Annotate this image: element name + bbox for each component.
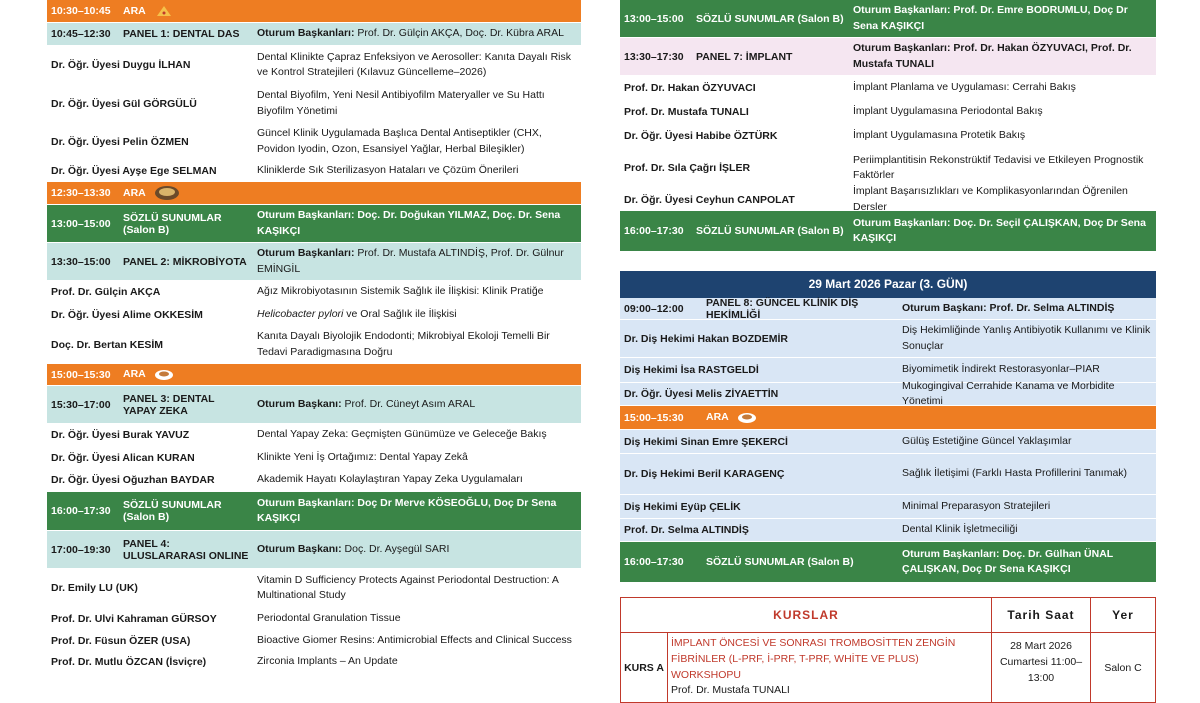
session-detail: [253, 161, 581, 180]
chair-label: Oturum Başkanları: Doç. Dr. Gülhan ÜNAL ÇALIŞKAN, Doç Dr Sena KAŞIKÇI: [902, 547, 1114, 575]
chair-label: Oturum Başkanları: Doç. Dr. Seçil ÇALIŞKAN, Doç Dr Sena KAŞIKÇI: [853, 216, 1146, 244]
courses-table: [620, 597, 1156, 703]
courses-header: KURSLAR: [621, 598, 992, 633]
session-label: PANEL 4: ULUSLARARASI ONLINE: [123, 537, 249, 562]
speaker-name: Prof. Dr. Selma ALTINDİŞ: [624, 524, 749, 536]
talk-title: Mukogingival Cerrahide Kanama ve Morbidite Yönetimi: [902, 379, 1115, 407]
talk-title: ve Oral Sağlık ile İlişkisi: [343, 307, 457, 320]
talk-title: Doç. Dr. Ayşegül SARI: [341, 542, 450, 555]
session-detail: [849, 151, 1156, 185]
session-detail: [849, 102, 1156, 121]
speaker-name: Prof. Dr. Füsun ÖZER (USA): [51, 634, 191, 647]
session-detail: [898, 321, 1156, 355]
course-label: KURS A: [621, 633, 668, 703]
day2-schedule-right: [620, 0, 1156, 583]
schedule-row: [47, 424, 581, 447]
talk-title: İmplant Başarısızlıkları ve Komplikasyonlarından Öğrenilen Dersler: [853, 185, 1128, 213]
course-time: Cumartesi 11:00–13:00: [999, 655, 1083, 684]
talk-title: Periodontal Granulation Tissue: [257, 611, 401, 624]
speaker-name: Doç. Dr. Bertan KESİM: [51, 338, 164, 351]
session-detail: [253, 282, 581, 301]
session-detail: [253, 631, 581, 650]
speaker-name: Dr. Diş Hekimi Beril KARAGENÇ: [624, 468, 785, 480]
talk-title: Kanıta Dayalı Biyolojik Endodonti; Mikrobiyal Ekoloji Temelli Bir Tedavi Paradigmasına Doğru: [257, 330, 550, 358]
speaker-name: Dr. Öğr. Üyesi Gül GÖRGÜLÜ: [51, 97, 197, 110]
course-place: Salon C: [1091, 633, 1156, 703]
break-label: ARA: [123, 368, 146, 381]
break-label: ARA: [123, 4, 146, 17]
session-detail: [849, 39, 1156, 73]
session-time: 15:30–17:00: [51, 398, 111, 411]
speaker-name: Dr. Öğr. Üyesi Duygu İLHAN: [51, 59, 191, 71]
chair-label: Oturum Başkanı:: [257, 397, 342, 410]
speaker-name: Prof. Dr. Mutlu ÖZCAN (İsviçre): [51, 655, 207, 668]
session-time: 15:00–15:30: [51, 368, 111, 381]
session-detail: [253, 48, 581, 82]
schedule-row: [47, 364, 581, 386]
schedule-row: [47, 469, 581, 492]
speaker-name: Dr. Emily LU (UK): [51, 582, 138, 594]
session-detail: [849, 1, 1156, 35]
session-label: PANEL 7: İMPLANT: [696, 50, 793, 63]
speaker-name: Dr. Diş Hekimi Hakan BOZDEMİR: [624, 332, 788, 345]
schedule-row: [47, 243, 581, 281]
session-label: PANEL 8: GÜNCEL KLİNİK DİŞ HEKİMLİĞİ: [706, 296, 859, 321]
meal-icon: [146, 187, 180, 199]
right-bottom-sessions: [620, 298, 1156, 583]
session-detail: [849, 78, 1156, 97]
speaker-name: Diş Hekimi İsa RASTGELDİ: [624, 364, 759, 376]
talk-title: Vitamin D Sufficiency Protects Against Periodontal Destruction: A Multinational Study: [257, 573, 559, 601]
schedule-row: [47, 123, 581, 161]
schedule-row: [620, 430, 1156, 454]
coffee-icon: [729, 411, 757, 423]
schedule-row: [47, 531, 581, 569]
session-label: PANEL 3: DENTAL YAPAY ZEKA: [123, 392, 215, 417]
talk-title: İmplant Planlama ve Uygulaması: Cerrahi Bakış: [853, 80, 1076, 93]
session-detail: [253, 470, 581, 489]
schedule-row: [620, 454, 1156, 495]
session-time: 12:30–13:30: [51, 187, 111, 199]
talk-title: Biyomimetik İndirekt Restorasyonlar–PIAR: [902, 363, 1100, 376]
schedule-row: [47, 85, 581, 123]
talk-title: Kliniklerde Sık Sterilizasyon Hataları ve Çözüm Önerileri: [257, 164, 519, 177]
session-time: 13:00–15:00: [624, 12, 684, 25]
talk-title: Güncel Klinik Uygulamada Başlıca Dental Antiseptikler (CHX, Povidon Iyodin, Ozon, Esansiyel Yağlar, Herbal Bileşikler): [257, 127, 542, 155]
talk-title: İmplant Uygulamasına Protetik Bakış: [853, 128, 1026, 141]
session-detail: [253, 609, 581, 628]
session-label: SÖZLÜ SUNUMLAR (Salon B): [706, 556, 854, 568]
break-label: ARA: [123, 186, 146, 199]
session-time: 13:00–15:00: [51, 217, 111, 230]
schedule-row: [620, 320, 1156, 358]
session-detail: [898, 545, 1156, 579]
speaker-name: Prof. Dr. Gülçin AKÇA: [51, 286, 161, 298]
session-time: 13:30–17:30: [624, 50, 684, 63]
talk-title: Sağlık İletişimi (Farklı Hasta Profillerini Tanımak): [902, 467, 1128, 480]
session-detail: [253, 395, 581, 414]
schedule-row: [47, 0, 581, 23]
schedule-row: [620, 495, 1156, 519]
schedule-row: [47, 46, 581, 85]
speaker-name: Dr. Öğr. Üyesi Ayşe Ege SELMAN: [51, 165, 217, 177]
speaker-name: Diş Hekimi Eyüp ÇELİK: [624, 500, 741, 513]
date-header: Tarih Saat: [992, 598, 1091, 633]
speaker-name: Dr. Öğr. Üyesi Melis ZİYAETTİN: [624, 388, 779, 400]
chair-label: Oturum Başkanları:: [257, 27, 355, 40]
schedule-row: [47, 281, 581, 304]
session-detail: [849, 214, 1156, 248]
talk-title: Klinikte Yeni İş Ortağımız: Dental Yapay Zekâ: [257, 450, 468, 463]
speaker-name: Prof. Dr. Hakan ÖZYUVACI: [624, 81, 756, 94]
speaker-name: Dr. Öğr. Üyesi Burak YAVUZ: [51, 429, 190, 441]
session-detail: [253, 244, 581, 278]
schedule-row: [47, 161, 581, 182]
talk-title: Dental Klinik İşletmeciliği: [902, 523, 1018, 536]
chair-label: Oturum Başkanları:: [257, 247, 355, 260]
schedule-row: [620, 76, 1156, 100]
schedule-row: [620, 542, 1156, 583]
talk-title: İmplant Uygulamasına Periodontal Bakış: [853, 104, 1043, 117]
talk-title: Prof. Dr. Gülçin AKÇA, Doç. Dr. Kübra ARAL: [354, 27, 564, 40]
session-detail: [253, 540, 581, 559]
schedule-row: [47, 652, 581, 672]
talk-title: Dental Yapay Zeka: Geçmişten Günümüze ve Geleceğe Bakış: [257, 428, 547, 441]
session-time: 17:00–19:30: [51, 543, 111, 556]
session-label: PANEL 2: MİKROBİYOTA: [123, 255, 247, 268]
session-time: 16:00–17:30: [51, 505, 111, 517]
schedule-row: [620, 298, 1156, 320]
right-top-sessions: [620, 0, 1156, 252]
schedule-row: [47, 304, 581, 326]
course-title: İMPLANT ÖNCESİ VE SONRASI TROMBOSİTTEN ZENGİN FİBRİNLER (L-PRF, İ-PRF, T-PRF, WHİTE VE PLUS) WORKSHOPU: [671, 637, 956, 681]
session-time: 15:00–15:30: [624, 411, 684, 424]
speaker-name: Prof. Dr. Ulvi Kahraman GÜRSOY: [51, 612, 217, 625]
day3-title: 29 Mart 2026 Pazar (3. GÜN): [620, 271, 1156, 298]
chair-label: Oturum Başkanı: Prof. Dr. Selma ALTINDİŞ: [902, 301, 1115, 314]
speaker-name: Dr. Öğr. Üyesi Alime OKKESİM: [51, 308, 203, 321]
session-detail: [253, 652, 581, 671]
speaker-name: Prof. Dr. Mustafa TUNALI: [624, 105, 749, 118]
course-instructor: Prof. Dr. Mustafa TUNALI: [671, 684, 790, 697]
schedule-row: [47, 492, 581, 531]
place-header: Yer: [1091, 598, 1156, 633]
session-label: SÖZLÜ SUNUMLAR (Salon B): [123, 211, 222, 236]
session-detail: [898, 464, 1156, 483]
talk-title: Dental Biyofilm, Yeni Nesil Antibiyofilm Materyaller ve Su Hattı Biyofilm Yönetimi: [257, 89, 545, 117]
schedule-row: [620, 379, 1156, 407]
course-date: 28 Mart 2026: [1010, 640, 1072, 652]
session-detail: [253, 124, 581, 158]
speaker-name: Dr. Öğr. Üyesi Ceyhun CANPOLAT: [624, 193, 795, 206]
session-detail: [898, 497, 1156, 516]
session-time: 09:00–12:00: [624, 302, 684, 315]
talk-title: Prof. Dr. Cüneyt Asım ARAL: [341, 397, 476, 410]
speaker-name: Diş Hekimi Sinan Emre ŞEKERCİ: [624, 435, 788, 448]
talk-title: Minimal Preparasyon Stratejileri: [902, 499, 1051, 512]
talk-title: Akademik Hayatı Kolaylaştıran Yapay Zeka Uygulamaları: [257, 473, 523, 486]
session-detail: [898, 299, 1156, 318]
schedule-row: [620, 185, 1156, 213]
session-detail: [898, 520, 1156, 539]
talk-title: Bioactive Giomer Resins: Antimicrobial Effects and Clinical Success: [257, 633, 572, 646]
coffee-icon: [146, 368, 174, 380]
speaker-name: Dr. Öğr. Üyesi Habibe ÖZTÜRK: [624, 129, 778, 142]
schedule-row: [47, 447, 581, 469]
schedule-row: [620, 100, 1156, 124]
schedule-row: [47, 182, 581, 205]
schedule-row: [620, 38, 1156, 76]
speaker-name: Dr. Öğr. Üyesi Oğuzhan BAYDAR: [51, 474, 215, 486]
session-detail: [898, 432, 1156, 451]
session-detail: [253, 425, 581, 444]
schedule-row: [47, 326, 581, 364]
speaker-name: Dr. Öğr. Üyesi Alican KURAN: [51, 451, 195, 464]
session-detail: [253, 327, 581, 361]
session-detail: [253, 24, 581, 43]
session-detail: [253, 206, 581, 240]
speaker-name: Dr. Öğr. Üyesi Pelin ÖZMEN: [51, 135, 189, 148]
chair-label: Oturum Başkanları: Doç Dr Merve KÖSEOĞLU, Doç Dr Sena KAŞIKÇI: [257, 496, 557, 524]
break-label: ARA: [706, 411, 729, 424]
session-label: PANEL 1: DENTAL DAS: [123, 28, 240, 40]
session-detail: [849, 126, 1156, 145]
schedule-row: [620, 211, 1156, 252]
session-detail: [898, 377, 1156, 411]
session-detail: [253, 571, 581, 605]
schedule-row: [47, 569, 581, 608]
italic-term: Helicobacter pylori: [257, 307, 344, 320]
schedule-row: [47, 630, 581, 652]
session-label: SÖZLÜ SUNUMLAR (Salon B): [696, 225, 844, 237]
talk-title: Dental Klinikte Çapraz Enfeksiyon ve Aerosoller: Kanıta Dayalı Risk ve Kontrol Stratejileri (Kılavuz Güncelleme–2026): [257, 50, 571, 78]
session-time: 10:45–12:30: [51, 28, 111, 40]
talk-title: Gülüş Estetiğine Güncel Yaklaşımlar: [902, 434, 1072, 447]
chair-label: Oturum Başkanları: Prof. Dr. Hakan ÖZYUVACI, Prof. Dr. Mustafa TUNALI: [853, 42, 1132, 70]
session-time: 13:30–15:00: [51, 255, 111, 268]
talk-title: Periimplantitisin Rekonstrüktif Tedavisi ve Etkileyen Prognostik Faktörler: [853, 153, 1144, 181]
schedule-row: [620, 519, 1156, 542]
schedule-row: [47, 386, 581, 424]
session-time: 16:00–17:30: [624, 225, 684, 237]
talk-title: Diş Hekimliğinde Yanlış Antibiyotik Kullanımı ve Klinik Sonuçlar: [902, 324, 1151, 352]
session-label: SÖZLÜ SUNUMLAR (Salon B): [123, 499, 222, 523]
chair-label: Oturum Başkanları: Doç. Dr. Doğukan YILMAZ, Doç. Dr. Sena KAŞIKÇI: [257, 209, 561, 237]
talk-title: Ağız Mikrobiyotasının Sistemik Sağlık ile İlişkisi: Klinik Pratiğe: [257, 285, 544, 298]
schedule-row: [47, 205, 581, 243]
chair-label: Oturum Başkanları: Prof. Dr. Emre BODRUMLU, Doç Dr Sena KAŞIKÇI: [853, 4, 1128, 32]
session-detail: [253, 305, 581, 324]
speaker-name: Prof. Dr. Sıla Çağrı İŞLER: [624, 162, 751, 174]
talk-title: Prof. Dr. Mustafa ALTINDİŞ, Prof. Dr. Gülnur EMİNGİL: [257, 247, 564, 275]
session-label: SÖZLÜ SUNUMLAR (Salon B): [696, 12, 844, 25]
schedule-row: [620, 0, 1156, 38]
session-detail: [253, 494, 581, 528]
schedule-row: [47, 23, 581, 46]
session-time: 16:00–17:30: [624, 556, 684, 568]
day2-schedule-left: [47, 0, 581, 672]
session-detail: [849, 182, 1156, 216]
talk-title: Zirconia Implants – An Update: [257, 654, 398, 667]
pizza-icon: [146, 5, 174, 17]
schedule-row: [620, 124, 1156, 148]
schedule-row: [47, 608, 581, 630]
session-time: 10:30–10:45: [51, 5, 111, 17]
session-detail: [253, 86, 581, 120]
session-detail: [253, 448, 581, 467]
chair-label: Oturum Başkanı:: [257, 542, 342, 555]
